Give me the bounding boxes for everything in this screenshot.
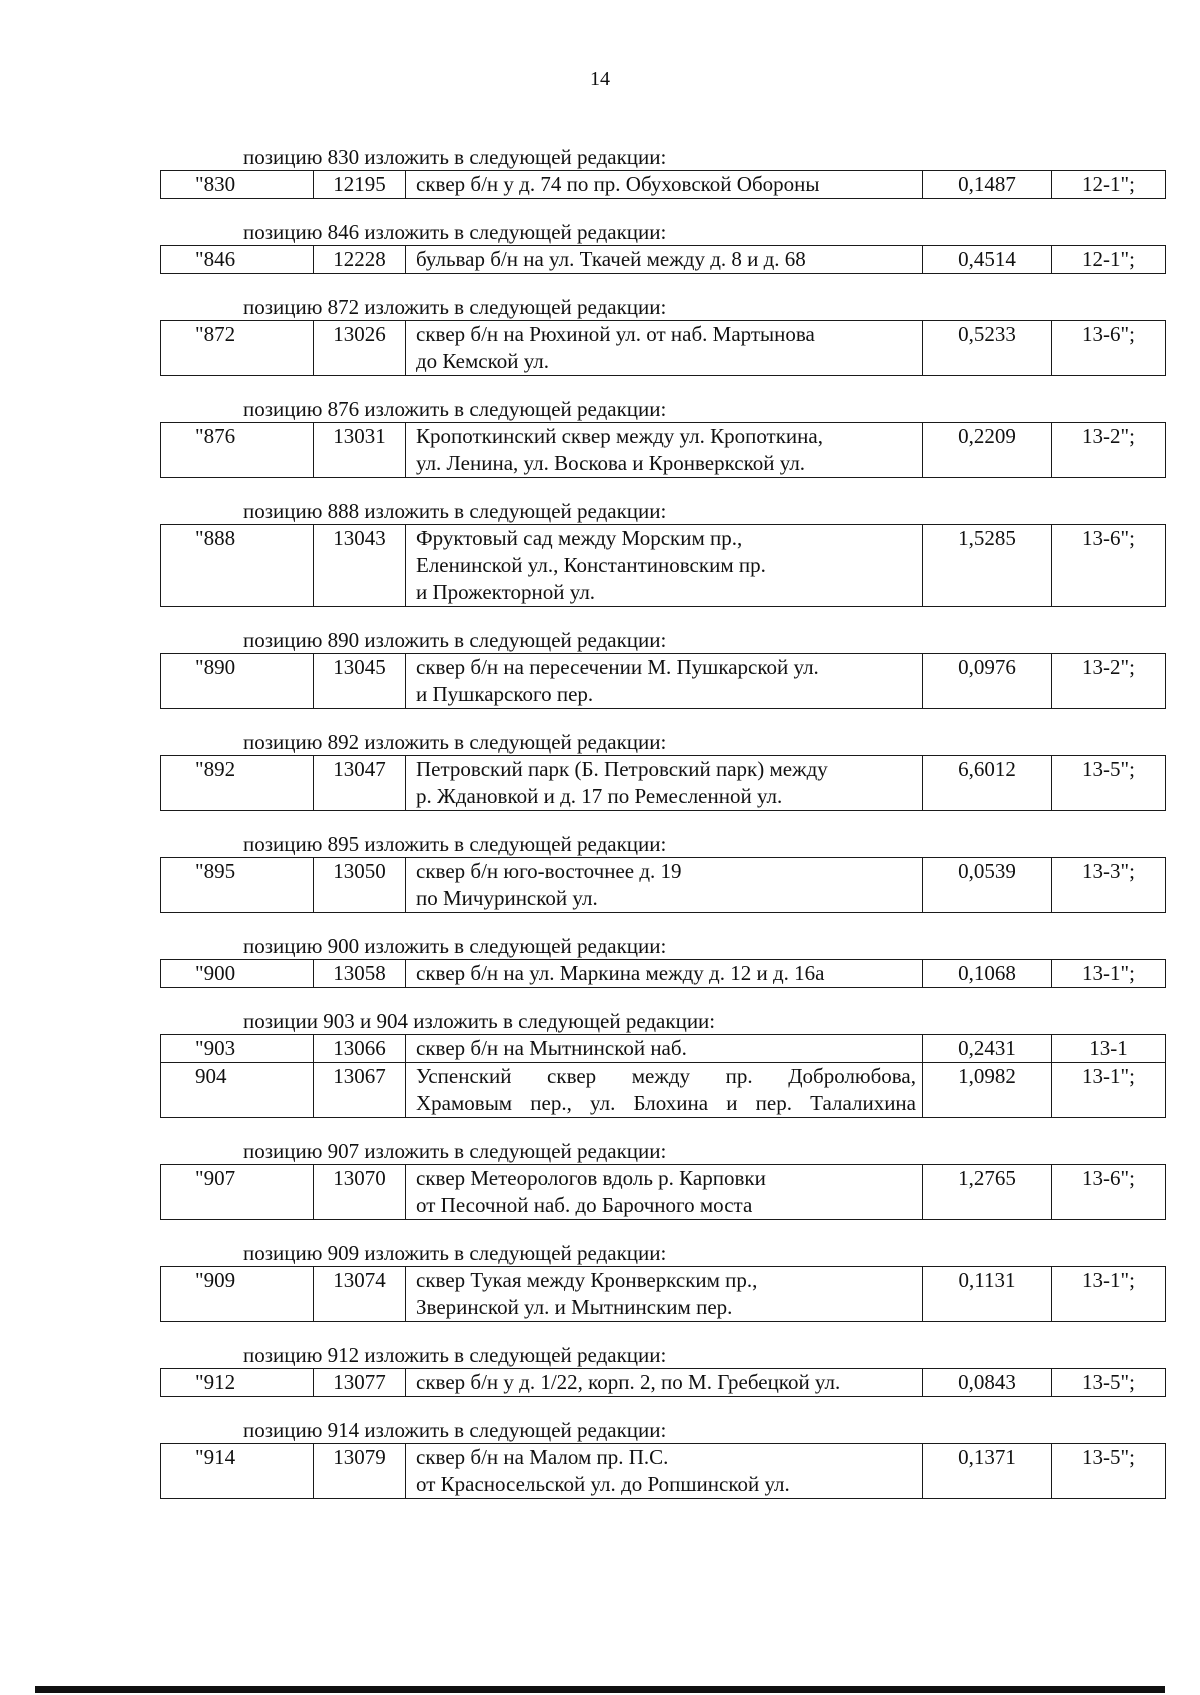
position-table [160, 320, 1166, 376]
area-hectares: 0,1371 [923, 1444, 1052, 1499]
table-row [161, 960, 1166, 988]
area-hectares: 0,0976 [923, 654, 1052, 709]
amendment-block [160, 397, 1145, 478]
object-description [406, 756, 923, 811]
zone-code: 13-3"; [1052, 858, 1166, 913]
amendment-intro: позицию 914 изложить в следующей редакции: [243, 1418, 667, 1442]
position-table [160, 1164, 1166, 1220]
object-code: 13047 [314, 756, 406, 811]
zone-code: 13-6"; [1052, 525, 1166, 607]
object-description [406, 1444, 923, 1499]
description-line: Петровский парк (Б. Петровский парк) между [416, 757, 828, 781]
position-number: "892 [161, 756, 314, 811]
position-table [160, 524, 1166, 607]
description-line: Еленинской ул., Константиновским пр. [416, 553, 766, 577]
position-table [160, 1034, 1166, 1118]
description-line: сквер Тукая между Кронверкским пр., [416, 1268, 758, 1292]
position-table [160, 959, 1166, 988]
area-hectares: 1,0982 [923, 1063, 1052, 1118]
object-description [406, 423, 923, 478]
table-row [161, 423, 1166, 478]
position-table [160, 1266, 1166, 1322]
zone-code: 13-5"; [1052, 756, 1166, 811]
object-code: 13067 [314, 1063, 406, 1118]
table-row [161, 1035, 1166, 1063]
object-code: 12195 [314, 171, 406, 199]
table-row [161, 171, 1166, 199]
amendment-block [160, 1343, 1145, 1397]
table-row [161, 756, 1166, 811]
object-description [406, 1369, 923, 1397]
zone-code: 13-5"; [1052, 1444, 1166, 1499]
table-row [161, 858, 1166, 913]
amendment-intro: позицию 895 изложить в следующей редакции: [243, 832, 667, 856]
description-line: Зверинской ул. и Мытнинским пер. [416, 1295, 733, 1319]
amendment-intro: позицию 912 изложить в следующей редакции: [243, 1343, 667, 1367]
description-line: сквер б/н у д. 1/22, корп. 2, по М. Гребецкой ул. [416, 1370, 841, 1394]
position-number: 904 [161, 1063, 314, 1118]
zone-code: 13-2"; [1052, 654, 1166, 709]
zone-code: 13-1"; [1052, 1063, 1166, 1118]
amendment-block [160, 295, 1145, 376]
zone-code: 13-1"; [1052, 1267, 1166, 1322]
object-description [406, 171, 923, 199]
description-line: и Прожекторной ул. [416, 580, 596, 604]
amendment-block [160, 1418, 1145, 1499]
amendments-list [160, 145, 1145, 1520]
area-hectares: 6,6012 [923, 756, 1052, 811]
table-row [161, 1165, 1166, 1220]
position-number: "914 [161, 1444, 314, 1499]
table-row [161, 1369, 1166, 1397]
description-line: Успенский сквер между пр. Добролюбова, [416, 1064, 916, 1088]
position-number: "890 [161, 654, 314, 709]
description-line: от Красносельской ул. до Ропшинской ул. [416, 1472, 790, 1496]
object-code: 13058 [314, 960, 406, 988]
position-number: "895 [161, 858, 314, 913]
zone-code: 13-1"; [1052, 960, 1166, 988]
description-line: р. Ждановкой и д. 17 по Ремесленной ул. [416, 784, 783, 808]
description-line: бульвар б/н на ул. Ткачей между д. 8 и д. 68 [416, 247, 806, 271]
object-code: 13077 [314, 1369, 406, 1397]
object-description [406, 654, 923, 709]
description-line: сквер б/н юго-восточнее д. 19 [416, 859, 682, 883]
object-code: 13079 [314, 1444, 406, 1499]
amendment-intro: позицию 907 изложить в следующей редакции: [243, 1139, 667, 1163]
amendment-block [160, 934, 1145, 988]
amendment-intro: позицию 830 изложить в следующей редакции: [243, 145, 667, 169]
amendment-intro: позиции 903 и 904 изложить в следующей редакции: [243, 1009, 716, 1033]
description-line: Фруктовый сад между Морским пр., [416, 526, 743, 550]
position-number: "830 [161, 171, 314, 199]
object-code: 13031 [314, 423, 406, 478]
table-row [161, 1444, 1166, 1499]
table-row [161, 321, 1166, 376]
object-description [406, 960, 923, 988]
amendment-intro: позицию 888 изложить в следующей редакции: [243, 499, 667, 523]
area-hectares: 0,2209 [923, 423, 1052, 478]
object-code: 13045 [314, 654, 406, 709]
object-description [406, 321, 923, 376]
table-row [161, 1063, 1166, 1118]
amendment-block [160, 145, 1145, 199]
zone-code: 13-6"; [1052, 1165, 1166, 1220]
object-code: 13066 [314, 1035, 406, 1063]
object-description [406, 1035, 923, 1063]
area-hectares: 0,1131 [923, 1267, 1052, 1322]
description-line: Храмовым пер., ул. Блохина и пер. Талалихина [416, 1091, 916, 1115]
position-number: "909 [161, 1267, 314, 1322]
zone-code: 13-2"; [1052, 423, 1166, 478]
position-number: "888 [161, 525, 314, 607]
description-line: до Кемской ул. [416, 349, 550, 373]
amendment-block [160, 1139, 1145, 1220]
description-line: сквер б/н на Малом пр. П.С. [416, 1445, 669, 1469]
area-hectares: 1,2765 [923, 1165, 1052, 1220]
area-hectares: 1,5285 [923, 525, 1052, 607]
table-row [161, 525, 1166, 607]
area-hectares: 0,5233 [923, 321, 1052, 376]
amendment-intro: позицию 846 изложить в следующей редакции: [243, 220, 667, 244]
amendment-block [160, 628, 1145, 709]
area-hectares: 0,2431 [923, 1035, 1052, 1063]
position-table [160, 653, 1166, 709]
amendment-block [160, 730, 1145, 811]
object-description [406, 1165, 923, 1220]
description-line: сквер б/н на пересечении М. Пушкарской ул. [416, 655, 819, 679]
description-line: Кропоткинский сквер между ул. Кропоткина, [416, 424, 823, 448]
object-description [406, 1267, 923, 1322]
table-row [161, 654, 1166, 709]
zone-code: 13-6"; [1052, 321, 1166, 376]
amendment-block [160, 1241, 1145, 1322]
object-code: 13070 [314, 1165, 406, 1220]
description-line: от Песочной наб. до Барочного моста [416, 1193, 753, 1217]
position-number: "912 [161, 1369, 314, 1397]
zone-code: 12-1"; [1052, 171, 1166, 199]
description-line: сквер б/н на ул. Маркина между д. 12 и д. 16а [416, 961, 825, 985]
object-code: 13050 [314, 858, 406, 913]
area-hectares: 0,4514 [923, 246, 1052, 274]
object-description [406, 525, 923, 607]
description-line: сквер б/н на Мытнинской наб. [416, 1036, 687, 1060]
scan-edge-bar [35, 1686, 1165, 1693]
amendment-block [160, 832, 1145, 913]
position-table [160, 755, 1166, 811]
position-table [160, 1443, 1166, 1499]
zone-code: 13-5"; [1052, 1369, 1166, 1397]
table-row [161, 246, 1166, 274]
object-code: 12228 [314, 246, 406, 274]
description-line: сквер Метеорологов вдоль р. Карповки [416, 1166, 766, 1190]
position-number: "876 [161, 423, 314, 478]
amendment-intro: позицию 876 изложить в следующей редакции: [243, 397, 667, 421]
description-line: по Мичуринской ул. [416, 886, 598, 910]
position-number: "907 [161, 1165, 314, 1220]
object-description [406, 858, 923, 913]
amendment-intro: позицию 909 изложить в следующей редакции: [243, 1241, 667, 1265]
position-table [160, 1368, 1166, 1397]
position-table [160, 245, 1166, 274]
area-hectares: 0,0539 [923, 858, 1052, 913]
object-code: 13043 [314, 525, 406, 607]
position-table [160, 170, 1166, 199]
position-number: "900 [161, 960, 314, 988]
amendment-block [160, 499, 1145, 607]
amendment-intro: позицию 900 изложить в следующей редакции: [243, 934, 667, 958]
object-description [406, 1063, 923, 1118]
area-hectares: 0,1068 [923, 960, 1052, 988]
amendment-block [160, 1009, 1145, 1118]
zone-code: 12-1"; [1052, 246, 1166, 274]
description-line: ул. Ленина, ул. Воскова и Кронверкской ул. [416, 451, 806, 475]
area-hectares: 0,1487 [923, 171, 1052, 199]
amendment-intro: позицию 892 изложить в следующей редакции: [243, 730, 667, 754]
amendment-intro: позицию 872 изложить в следующей редакции: [243, 295, 667, 319]
area-hectares: 0,0843 [923, 1369, 1052, 1397]
object-code: 13074 [314, 1267, 406, 1322]
zone-code: 13-1 [1052, 1035, 1166, 1063]
object-description [406, 246, 923, 274]
table-row [161, 1267, 1166, 1322]
description-line: сквер б/н у д. 74 по пр. Обуховской Обороны [416, 172, 820, 196]
position-table [160, 857, 1166, 913]
position-number: "872 [161, 321, 314, 376]
position-number: "846 [161, 246, 314, 274]
description-line: сквер б/н на Рюхиной ул. от наб. Мартынова [416, 322, 815, 346]
position-table [160, 422, 1166, 478]
page-number: 14 [590, 68, 610, 90]
object-code: 13026 [314, 321, 406, 376]
description-line: и Пушкарского пер. [416, 682, 594, 706]
position-number: "903 [161, 1035, 314, 1063]
amendment-block [160, 220, 1145, 274]
amendment-intro: позицию 890 изложить в следующей редакции: [243, 628, 667, 652]
